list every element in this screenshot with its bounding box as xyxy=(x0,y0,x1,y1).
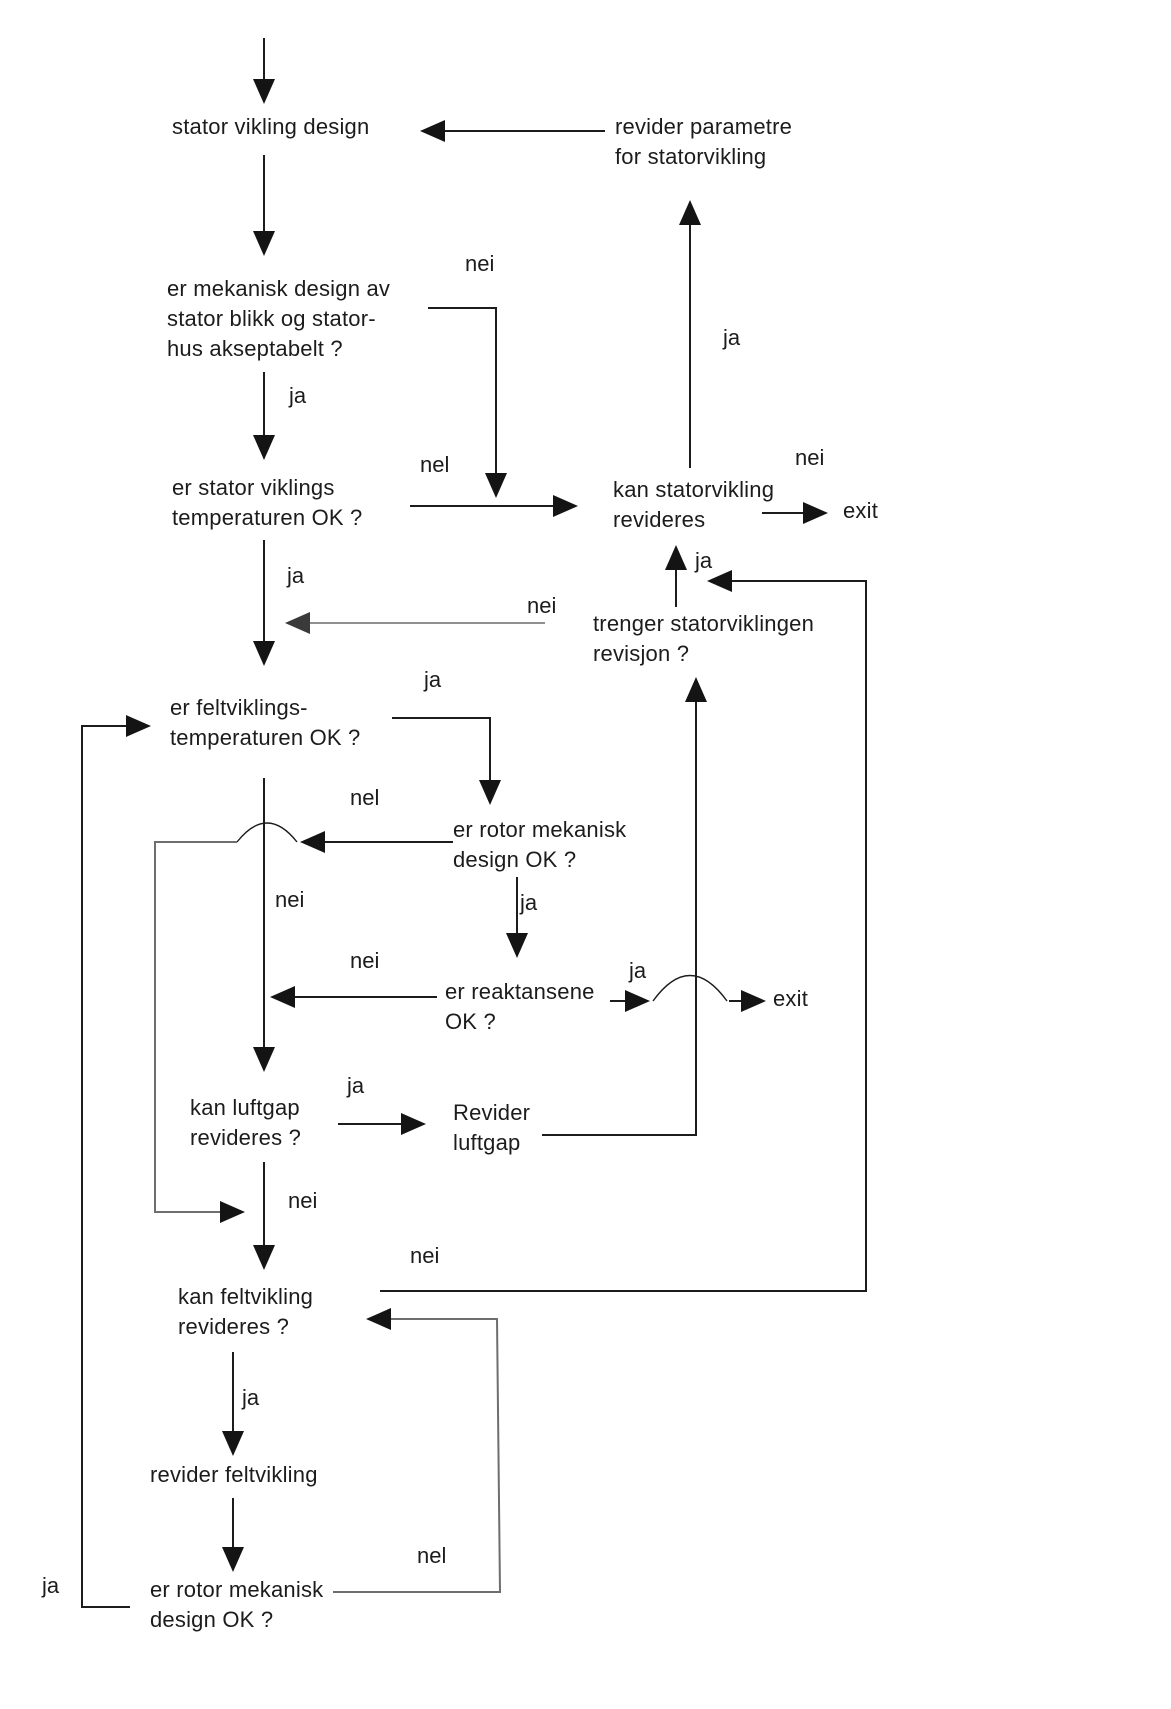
edge-feltviklings-ja-to-rotor-arrowhead-icon xyxy=(479,780,501,805)
edge-statortemp-nei-to-revideres-arrowhead-icon xyxy=(553,495,578,517)
edge-label-kan-feltvikling-ja: ja xyxy=(242,1385,260,1410)
node-stator-vikling-design-line-0: stator vikling design xyxy=(172,114,370,139)
edge-label-er-rotor-2-ja: ja xyxy=(42,1573,60,1598)
node-kan-feltvikling-line-0: kan feltvikling xyxy=(178,1284,314,1309)
node-er-stator-viklings-temp-line-0: er stator viklings xyxy=(172,475,335,500)
edge-start-into-stator-design-arrowhead-icon xyxy=(253,79,275,104)
edge-revider-luftgap-to-trenger xyxy=(542,701,696,1135)
edge-label-trenger-revisjon-nei: nei xyxy=(527,593,557,618)
node-er-rotor-mekanisk-1-line-1: design OK ? xyxy=(453,847,577,872)
node-er-rotor-mekanisk-2 xyxy=(150,1575,323,1635)
edge-reaktansene-ja-to-exit-arrowhead-icon xyxy=(741,990,766,1012)
edge-rotor1-nei-down-merge-arrowhead-icon xyxy=(220,1201,245,1223)
edge-feltviklings-ja-to-rotor xyxy=(392,718,490,781)
edge-label-trenger-revisjon-ja: ja xyxy=(695,548,713,573)
edge-revider-parametre-to-stator-arrowhead-icon xyxy=(420,120,445,142)
edge-label-er-stator-temp-nei: nel xyxy=(420,452,450,477)
node-er-feltviklings-temp xyxy=(170,693,361,753)
node-er-reaktansene xyxy=(445,977,595,1037)
edge-trenger-ja-up-arrowhead-icon xyxy=(665,545,687,570)
node-trenger-statorviklingen xyxy=(593,609,814,669)
node-er-feltviklings-temp-line-1: temperaturen OK ? xyxy=(170,725,361,750)
node-er-mekanisk-design-line-1: stator blikk og stator- xyxy=(167,306,376,331)
edge-label-kan-luftgap-ja: ja xyxy=(347,1073,365,1098)
edge-trenger-nei-left-arrowhead-icon xyxy=(285,612,310,634)
node-er-feltviklings-temp-line-0: er feltviklings- xyxy=(170,695,308,720)
node-er-reaktansene-line-1: OK ? xyxy=(445,1009,496,1034)
node-er-rotor-mekanisk-2-line-0: er rotor mekanisk xyxy=(150,1577,324,1602)
node-kan-feltvikling xyxy=(178,1282,313,1342)
edge-mekanisk-nei-down-arrowhead-icon xyxy=(485,473,507,498)
edge-label-kan-statorvikling-nei: nei xyxy=(795,445,825,470)
edge-mekanisk-nei-down xyxy=(428,308,496,474)
node-er-reaktansene-line-0: er reaktansene xyxy=(445,979,595,1004)
edge-label-er-reaktansene-nei: nei xyxy=(350,948,380,973)
edge-label-er-reaktansene-ja: ja xyxy=(629,958,647,983)
edge-feltvikling-ja-down-arrowhead-icon xyxy=(222,1431,244,1456)
node-revider-parametre-line-1: for statorvikling xyxy=(615,144,767,169)
node-kan-luftgap-line-0: kan luftgap xyxy=(190,1095,300,1120)
node-kan-luftgap xyxy=(190,1093,301,1153)
edge-label-er-mekanisk-ja: ja xyxy=(289,383,307,408)
edge-rotor2-ja-loop-left-arrowhead-icon xyxy=(126,715,151,737)
node-er-rotor-mekanisk-2-line-1: design OK ? xyxy=(150,1607,274,1632)
edge-statorvikling-nei-to-exit-arrowhead-icon xyxy=(803,502,828,524)
node-revider-luftgap-line-0: Revider xyxy=(453,1100,531,1125)
edge-stator-design-to-mekanisk-arrowhead-icon xyxy=(253,231,275,256)
edge-statortemp-ja-down-arrowhead-icon xyxy=(253,641,275,666)
edge-rotor1-nei-left-arrowhead-icon xyxy=(300,831,325,853)
edge-label-er-rotor-1-ja: ja xyxy=(520,890,538,915)
node-revider-parametre-line-0: revider parametre xyxy=(615,114,793,139)
edge-feltvikling-nei-feedback xyxy=(380,581,866,1291)
edge-label-er-rotor-1-nei: nel xyxy=(350,785,380,810)
edge-luftgap-nei-down-arrowhead-icon xyxy=(253,1245,275,1270)
edge-statorvikling-ja-to-parametre-arrowhead-icon xyxy=(679,200,701,225)
node-trenger-statorviklingen-line-1: revisjon ? xyxy=(593,641,690,666)
edge-rotor1-nei-hop xyxy=(237,823,297,842)
node-er-stator-viklings-temp xyxy=(172,473,363,533)
node-kan-luftgap-line-1: revideres ? xyxy=(190,1125,302,1150)
edge-feltvikling-nei-feedback-arrowhead-icon xyxy=(707,570,732,592)
edge-label-er-feltviklings-ja: ja xyxy=(424,667,442,692)
node-kan-feltvikling-line-1: revideres ? xyxy=(178,1314,290,1339)
edge-rotor2-ja-loop-left xyxy=(82,726,130,1607)
node-kan-statorvikling-revideres-line-0: kan statorvikling xyxy=(613,477,775,502)
node-kan-statorvikling-revideres xyxy=(613,475,774,535)
edge-luftgap-ja-right-arrowhead-icon xyxy=(401,1113,426,1135)
node-exit-top-line-0: exit xyxy=(843,498,879,523)
node-er-mekanisk-design-line-2: hus akseptabelt ? xyxy=(167,336,343,361)
node-er-rotor-mekanisk-1 xyxy=(453,815,626,875)
edge-rotor1-ja-down-arrowhead-icon xyxy=(506,933,528,958)
edge-rotor2-nei-up-feedback-arrowhead-icon xyxy=(366,1308,391,1330)
node-stator-vikling-design xyxy=(172,112,369,142)
node-revider-luftgap-line-1: luftgap xyxy=(453,1130,521,1155)
node-revider-luftgap xyxy=(453,1098,530,1158)
edge-label-er-feltviklings-nei: nei xyxy=(275,887,305,912)
edge-revider-luftgap-to-trenger-arrowhead-icon xyxy=(685,677,707,702)
edge-label-kan-luftgap-nei: nei xyxy=(288,1188,318,1213)
node-kan-statorvikling-revideres-line-1: revideres xyxy=(613,507,706,532)
edge-reviderfelt-to-rotor2-arrowhead-icon xyxy=(222,1547,244,1572)
edge-label-er-rotor-2-nei: nel xyxy=(417,1543,447,1568)
edge-label-er-mekanisk-nei: nei xyxy=(465,251,495,276)
node-er-mekanisk-design-line-0: er mekanisk design av xyxy=(167,276,391,301)
edge-feltviklings-nei-down-arrowhead-icon xyxy=(253,1047,275,1072)
node-trenger-statorviklingen-line-0: trenger statorviklingen xyxy=(593,611,815,636)
node-revider-feltvikling-line-0: revider feltvikling xyxy=(150,1462,318,1487)
edge-label-er-stator-temp-ja: ja xyxy=(287,563,305,588)
edge-label-kan-statorvikling-ja: ja xyxy=(723,325,741,350)
edge-reaktansene-nei-left-arrowhead-icon xyxy=(270,986,295,1008)
node-er-rotor-mekanisk-1-line-0: er rotor mekanisk xyxy=(453,817,627,842)
node-exit-top xyxy=(843,496,878,526)
edge-label-kan-feltvikling-nei: nei xyxy=(410,1243,440,1268)
edge-reaktansene-ja-hop xyxy=(653,976,727,1002)
node-exit-mid xyxy=(773,984,808,1014)
node-revider-parametre xyxy=(615,112,792,172)
node-er-mekanisk-design xyxy=(167,274,390,364)
edge-mekanisk-ja-down-arrowhead-icon xyxy=(253,435,275,460)
node-exit-mid-line-0: exit xyxy=(773,986,809,1011)
node-revider-feltvikling xyxy=(150,1460,318,1490)
node-er-stator-viklings-temp-line-1: temperaturen OK ? xyxy=(172,505,363,530)
edge-rotor1-nei-down-merge xyxy=(155,842,237,1212)
edge-reaktansene-ja-out-arrowhead-icon xyxy=(625,990,650,1012)
